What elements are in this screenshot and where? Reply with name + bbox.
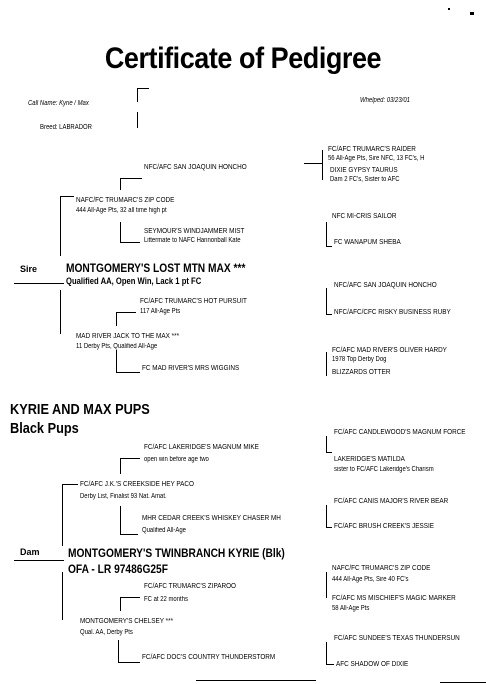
bracket [326, 288, 327, 314]
bracket [326, 246, 332, 247]
ggg-name: FC/AFC CANIS MAJOR'S RIVER BEAR [334, 496, 449, 505]
litter-color: Black Pups [10, 420, 79, 437]
ggg-name: BLIZZARDS OTTER [332, 367, 391, 376]
ggg-name: FC/AFC TRUMARC'S RAIDER [328, 144, 416, 153]
gg-note: FC at 22 months [144, 596, 188, 603]
bracket [118, 640, 119, 662]
dam-notes: OFA - LR 97486G25F [68, 562, 168, 576]
bracket [326, 314, 332, 315]
grandsire-note: 444 All-Age Pts, 32 all time high pt [76, 207, 167, 214]
gg-name: FC MAD RIVER'S MRS WIGGINS [142, 363, 240, 372]
ggg-note: 56 All-Age Pts, Sire NFC, 13 FC's, H [328, 155, 425, 162]
bracket [120, 534, 138, 535]
bracket [120, 242, 140, 243]
bracket [120, 178, 142, 179]
ggg-name: LAKERIDGE'S MATILDA [334, 454, 405, 463]
breed: Breed: LABRADOR [40, 124, 92, 131]
bracket [60, 290, 61, 334]
bracket [326, 352, 327, 376]
ggg-note: 1978 Top Derby Dog [332, 356, 387, 363]
scan-speck [470, 12, 474, 15]
bracket [116, 312, 117, 326]
gg-note: Qualified All-Age [142, 527, 187, 534]
ggg-name: AFC SHADOW OF DIXIE [336, 659, 409, 668]
whelped-date: Whelped: 03/23/01 [360, 97, 410, 104]
bracket [326, 572, 327, 598]
header-rule [137, 88, 138, 102]
bracket [120, 597, 121, 611]
ggg-name: NFC/AFC SAN JOAQUIN HONCHO [334, 280, 437, 289]
bracket [304, 163, 322, 164]
gg-name: SEYMOUR'S WINDJAMMER MIST [144, 226, 245, 235]
ggg-name: FC WANAPUM SHEBA [334, 237, 401, 246]
ggg-note: 444 All-Age Pts, Sire 40 FC's [332, 576, 409, 583]
scan-edge [196, 680, 316, 681]
gg-name: NFC/AFC SAN JOAQUIN HONCHO [144, 162, 247, 171]
ggg-name: NFC MI-CRIS SAILOR [332, 211, 397, 220]
bracket [326, 642, 327, 664]
sire-line [14, 283, 64, 284]
bracket [120, 222, 121, 242]
scan-edge [440, 682, 486, 683]
bracket [60, 196, 61, 256]
grandsire: NAFC/FC TRUMARC'S ZIP CODE [76, 195, 175, 204]
certificate-title: Certificate of Pedigree [104, 42, 382, 75]
dam-label: Dam [20, 547, 40, 557]
gg-note: Littermate to NAFC Hannonball Kate [144, 237, 241, 244]
granddam: MONTGOMERY'S CHELSEY *** [80, 616, 174, 625]
bracket [120, 458, 140, 459]
bracket [116, 350, 117, 372]
litter-name: KYRIE AND MAX PUPS [10, 401, 150, 418]
bracket [326, 664, 334, 665]
bracket [62, 572, 63, 620]
ggg-note: Dam 2 FC's, Sister to AFC [330, 176, 400, 183]
sire-name: MONTGOMERY'S LOST MTN MAX *** [66, 261, 246, 275]
bracket [120, 597, 140, 598]
ggg-note: sister to FC/AFC Lakeridge's Charism [334, 466, 434, 473]
gg-name: FC/AFC DOC'S COUNTRY THUNDERSTORM [142, 652, 276, 661]
sire-label: Sire [20, 264, 38, 274]
ggg-note: 58 All-Age Pts [332, 605, 370, 612]
ggg-name: NFC/AFC/CFC RISKY BUSINESS RUBY [334, 307, 451, 316]
scan-speck [448, 8, 450, 10]
bracket [322, 150, 323, 180]
bracket [326, 222, 327, 246]
gg-name: MHR CEDAR CREEK'S WHISKEY CHASER MH [142, 513, 281, 522]
gg-name: FC/AFC LAKERIDGE'S MAGNUM MIKE [144, 442, 259, 451]
granddam-note: Qual. AA, Derby Pts [80, 629, 133, 636]
bracket [326, 505, 327, 527]
ggg-name: FC/AFC CANDLEWOOD'S MAGNUM FORCE [334, 427, 466, 436]
bracket [326, 527, 332, 528]
dam-name: MONTGOMERY'S TWINBRANCH KYRIE (Blk) [68, 546, 285, 560]
bracket [326, 436, 327, 452]
ggg-name: FC/AFC SUNDEE'S TEXAS THUNDERSUN [334, 633, 460, 642]
grandsire: FC/AFC J.K.'S CREEKSIDE HEY PACO [80, 479, 194, 488]
ggg-name: NAFC/FC TRUMARC'S ZIP CODE [332, 563, 431, 572]
gg-name: FC/AFC TRUMARC'S HOT PURSUIT [140, 296, 247, 305]
granddam-note: 11 Derby Pts, Qualified All-Age [76, 343, 158, 350]
ggg-name: FC/AFC MAD RIVER'S OLIVER HARDY [332, 345, 447, 354]
bracket [116, 312, 136, 313]
gg-name: FC/AFC TRUMARC'S ZIPAROO [144, 581, 237, 590]
bracket [60, 196, 74, 197]
ggg-name: FC/AFC MS MISCHIEF'S MAGIC MARKER [332, 593, 456, 602]
ggg-name: FC/AFC BRUSH CREEK'S JESSIE [334, 521, 435, 530]
dam-line [14, 560, 64, 561]
grandsire-note: Derby List, Finalist 93 Nat. Amat. [80, 493, 167, 500]
granddam: MAD RIVER JACK TO THE MAX *** [76, 331, 180, 340]
header-rule [137, 88, 149, 89]
bracket [62, 484, 63, 546]
gg-note: open win before age two [144, 456, 209, 463]
bracket [120, 178, 121, 190]
bracket [62, 484, 78, 485]
bracket [120, 506, 121, 534]
sire-notes: Qualified AA, Open Win, Lack 1 pt FC [66, 276, 202, 286]
header-rule [137, 112, 138, 128]
ggg-name: DIXIE GYPSY TAURUS [330, 165, 398, 174]
bracket [118, 662, 140, 663]
bracket [120, 458, 121, 474]
call-name: Call Name: Kyrie / Max [28, 100, 89, 107]
gg-note: 117 All-Age Pts [140, 308, 181, 315]
bracket [116, 372, 140, 373]
bracket [326, 452, 332, 453]
